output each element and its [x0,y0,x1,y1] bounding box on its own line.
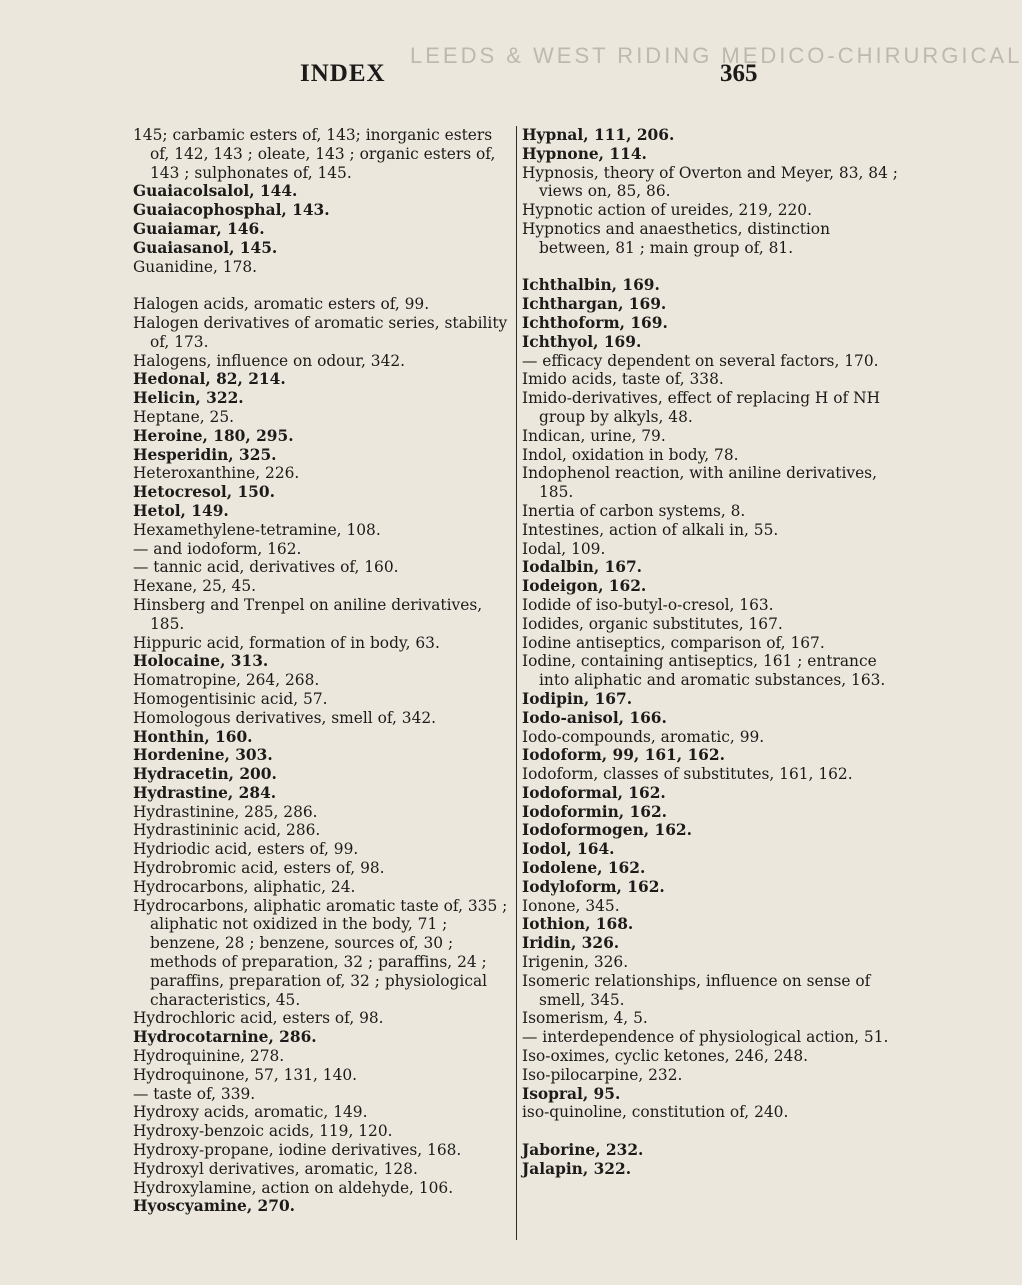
index-entry: Hydrochloric acid, esters of, 98. [133,1009,384,1028]
index-entry: Indican, urine, 79. [522,426,666,445]
index-entry: Iodoformal, 162. [522,783,666,802]
index-entry: Ichthargan, 169. [522,295,667,314]
index-entry: Iodide of iso-butyl-o-cresol, 163. [522,595,774,614]
index-entry: Indophenol reaction, with aniline derivatives, 185. [522,464,877,502]
index-entry: Iodine, containing antiseptics, 161 ; entrance into aliphatic and aromatic substances, 163. [522,652,886,690]
index-entry: Ichthoform, 169. [522,313,668,332]
index-entry: Iridin, 326. [522,934,620,953]
index-entry: Guaiamar, 146. [133,219,265,238]
index-entry: Isopral, 95. [522,1084,621,1103]
index-entry: Ichthyol, 169. [522,332,642,351]
page-header [0,43,1022,98]
library-stamp: LEEDS & WEST RIDING MEDICO-CHIRURGICAL [410,43,1022,68]
index-entry: Iodal, 109. [522,539,606,558]
index-entry: — tannic acid, derivatives of, 160. [133,558,399,577]
index-entry: Iodo-anisol, 166. [522,708,667,727]
index-entry: Hydrastininic acid, 286. [133,821,321,840]
index-entry: — interdependence of physiological action, 51. [522,1028,889,1047]
index-column-right [522,126,902,1179]
index-entry: Hydrocarbons, aliphatic, 24. [133,877,356,896]
index-entry: Hydroxyl derivatives, aromatic, 128. [133,1159,418,1178]
index-entry: iso-quinoline, constitution of, 240. [522,1103,789,1122]
index-entry: Helicin, 322. [133,389,244,408]
index-entry: Ionone, 345. [522,896,620,915]
index-entry: Homologous derivatives, smell of, 342. [133,708,437,727]
index-entry: Hippuric acid, formation of in body, 63. [133,633,440,652]
index-entry: Iodipin, 167. [522,689,633,708]
index-entry: Iothion, 168. [522,915,634,934]
index-entry: Hypnotic action of ureides, 219, 220. [522,201,812,220]
index-entry: Iso-pilocarpine, 232. [522,1065,683,1084]
index-entry: Jalapin, 322. [522,1159,632,1178]
index-entry: Hexamethylene-tetramine, 108. [133,520,381,539]
index-entry: Iodine antiseptics, comparison of, 167. [522,633,825,652]
index-entry: — taste of, 339. [133,1084,256,1103]
index-entry: Isomerism, 4, 5. [522,1009,648,1028]
index-entry: Iodol, 164. [522,840,615,859]
index-entry: Hydrocotarnine, 286. [133,1028,317,1047]
index-entry: Imido-derivatives, effect of replacing H of NH group by alkyls, 48. [522,389,880,426]
index-entry: Hydroquinine, 278. [133,1047,285,1066]
index-entry: Homatropine, 264, 268. [133,671,320,690]
index-entry: Guaiacolsalol, 144. [133,182,298,201]
index-entry: — and iodoform, 162. [133,539,302,558]
index-entry: Hydrastine, 284. [133,783,277,802]
index-entry: Hypnal, 111, 206. [522,126,675,144]
index-entry: Irigenin, 326. [522,953,629,972]
index-entry: Hydriodic acid, esters of, 99. [133,840,359,859]
index-entry: Honthin, 160. [133,727,253,746]
index-entry: Ichthalbin, 169. [522,276,660,295]
index-entry: Indol, oxidation in body, 78. [522,445,739,464]
index-entry: Hypnotics and anaesthetics, distinction between, 81 ; main group of, 81. [522,219,830,257]
index-entry: Hydrobromic acid, esters of, 98. [133,859,385,878]
index-entry: Iso-oximes, cyclic ketones, 246, 248. [522,1047,809,1066]
index-entry: Hydrastinine, 285, 286. [133,802,318,821]
index-entry: Guanidine, 178. [133,257,258,276]
index-entry: Hydracetin, 200. [133,765,277,784]
index-entry: Hydroxy-propane, iodine derivatives, 168. [133,1141,462,1160]
index-column-left [133,126,513,1216]
page-number: 365 [720,60,758,87]
index-entry: 145; carbamic esters of, 143; inorganic esters of, 142, 143 ; oleate, 143 ; organic esters of, 143 ; sulphonates of, 145. [133,126,496,182]
index-entry: Halogens, influence on odour, 342. [133,351,406,370]
index-entry: Holocaine, 313. [133,652,269,671]
index-entry: Halogen derivatives of aromatic series, stability of, 173. [133,313,508,351]
index-entry: Hydrocarbons, aliphatic aromatic taste of, 335 ; aliphatic not oxidized in the body, 71 ; benzene, 28 ; benzene, sources of, 30 ; methods of preparation, 32 ; paraffins, 24 ; paraffins, preparation of, 32 ; physiological characteristics, 45. [133,896,508,1009]
index-entry: Heroine, 180, 295. [133,426,294,445]
index-entry: Iodides, organic substitutes, 167. [522,614,783,633]
index-entry: Inertia of carbon systems, 8. [522,501,746,520]
column-divider [516,126,517,1240]
index-entry: Iodoform, 99, 161, 162. [522,746,725,765]
index-entry: Iodeigon, 162. [522,577,647,596]
index-entry: Guaiasanol, 145. [133,238,278,257]
index-entry: Iodalbin, 167. [522,558,643,577]
index-entry: Iodyloform, 162. [522,877,665,896]
index-entry: Iodoformin, 162. [522,802,668,821]
index-entry: Hesperidin, 325. [133,445,277,464]
index-entry: Iodolene, 162. [522,859,646,878]
index-entry: Hinsberg and Trenpel on aniline derivatives, 185. [133,595,483,633]
index-entry: Heteroxanthine, 226. [133,464,300,483]
index-entry: Guaiacophosphal, 143. [133,201,330,220]
index-entry: — efficacy dependent on several factors, 170. [522,351,879,370]
index-entry: Hypnone, 114. [522,144,647,163]
index-entry: Hordenine, 303. [133,746,273,765]
index-entry: Homogentisinic acid, 57. [133,689,328,708]
index-entry: Iodo-compounds, aromatic, 99. [522,727,765,746]
index-entry: Hyoscyamine, 270. [133,1197,296,1216]
index-entry: Hedonal, 82, 214. [133,370,286,389]
index-entry: Hydroquinone, 57, 131, 140. [133,1065,358,1084]
index-entry: Halogen acids, aromatic esters of, 99. [133,295,430,314]
index-entry: Isomeric relationships, influence on sense of smell, 345. [522,971,871,1009]
index-entry: Imido acids, taste of, 338. [522,370,724,389]
index-entry: Hetocresol, 150. [133,483,275,502]
index-entry: Hetol, 149. [133,501,229,520]
index-entry: Intestines, action of alkali in, 55. [522,520,779,539]
index-entry: Jaborine, 232. [522,1141,644,1160]
index-entry: Heptane, 25. [133,407,235,426]
index-entry: Hypnosis, theory of Overton and Meyer, 83, 84 ; views on, 85, 86. [522,163,898,201]
index-entry: Iodoformogen, 162. [522,821,692,840]
index-entry: Hydroxylamine, action on aldehyde, 106. [133,1178,454,1197]
running-title: INDEX [300,60,386,87]
index-entry: Iodoform, classes of substitutes, 161, 162. [522,765,853,784]
index-entry: Hydroxy acids, aromatic, 149. [133,1103,368,1122]
index-entry: Hexane, 25, 45. [133,577,257,596]
index-entry: Hydroxy-benzoic acids, 119, 120. [133,1122,393,1141]
